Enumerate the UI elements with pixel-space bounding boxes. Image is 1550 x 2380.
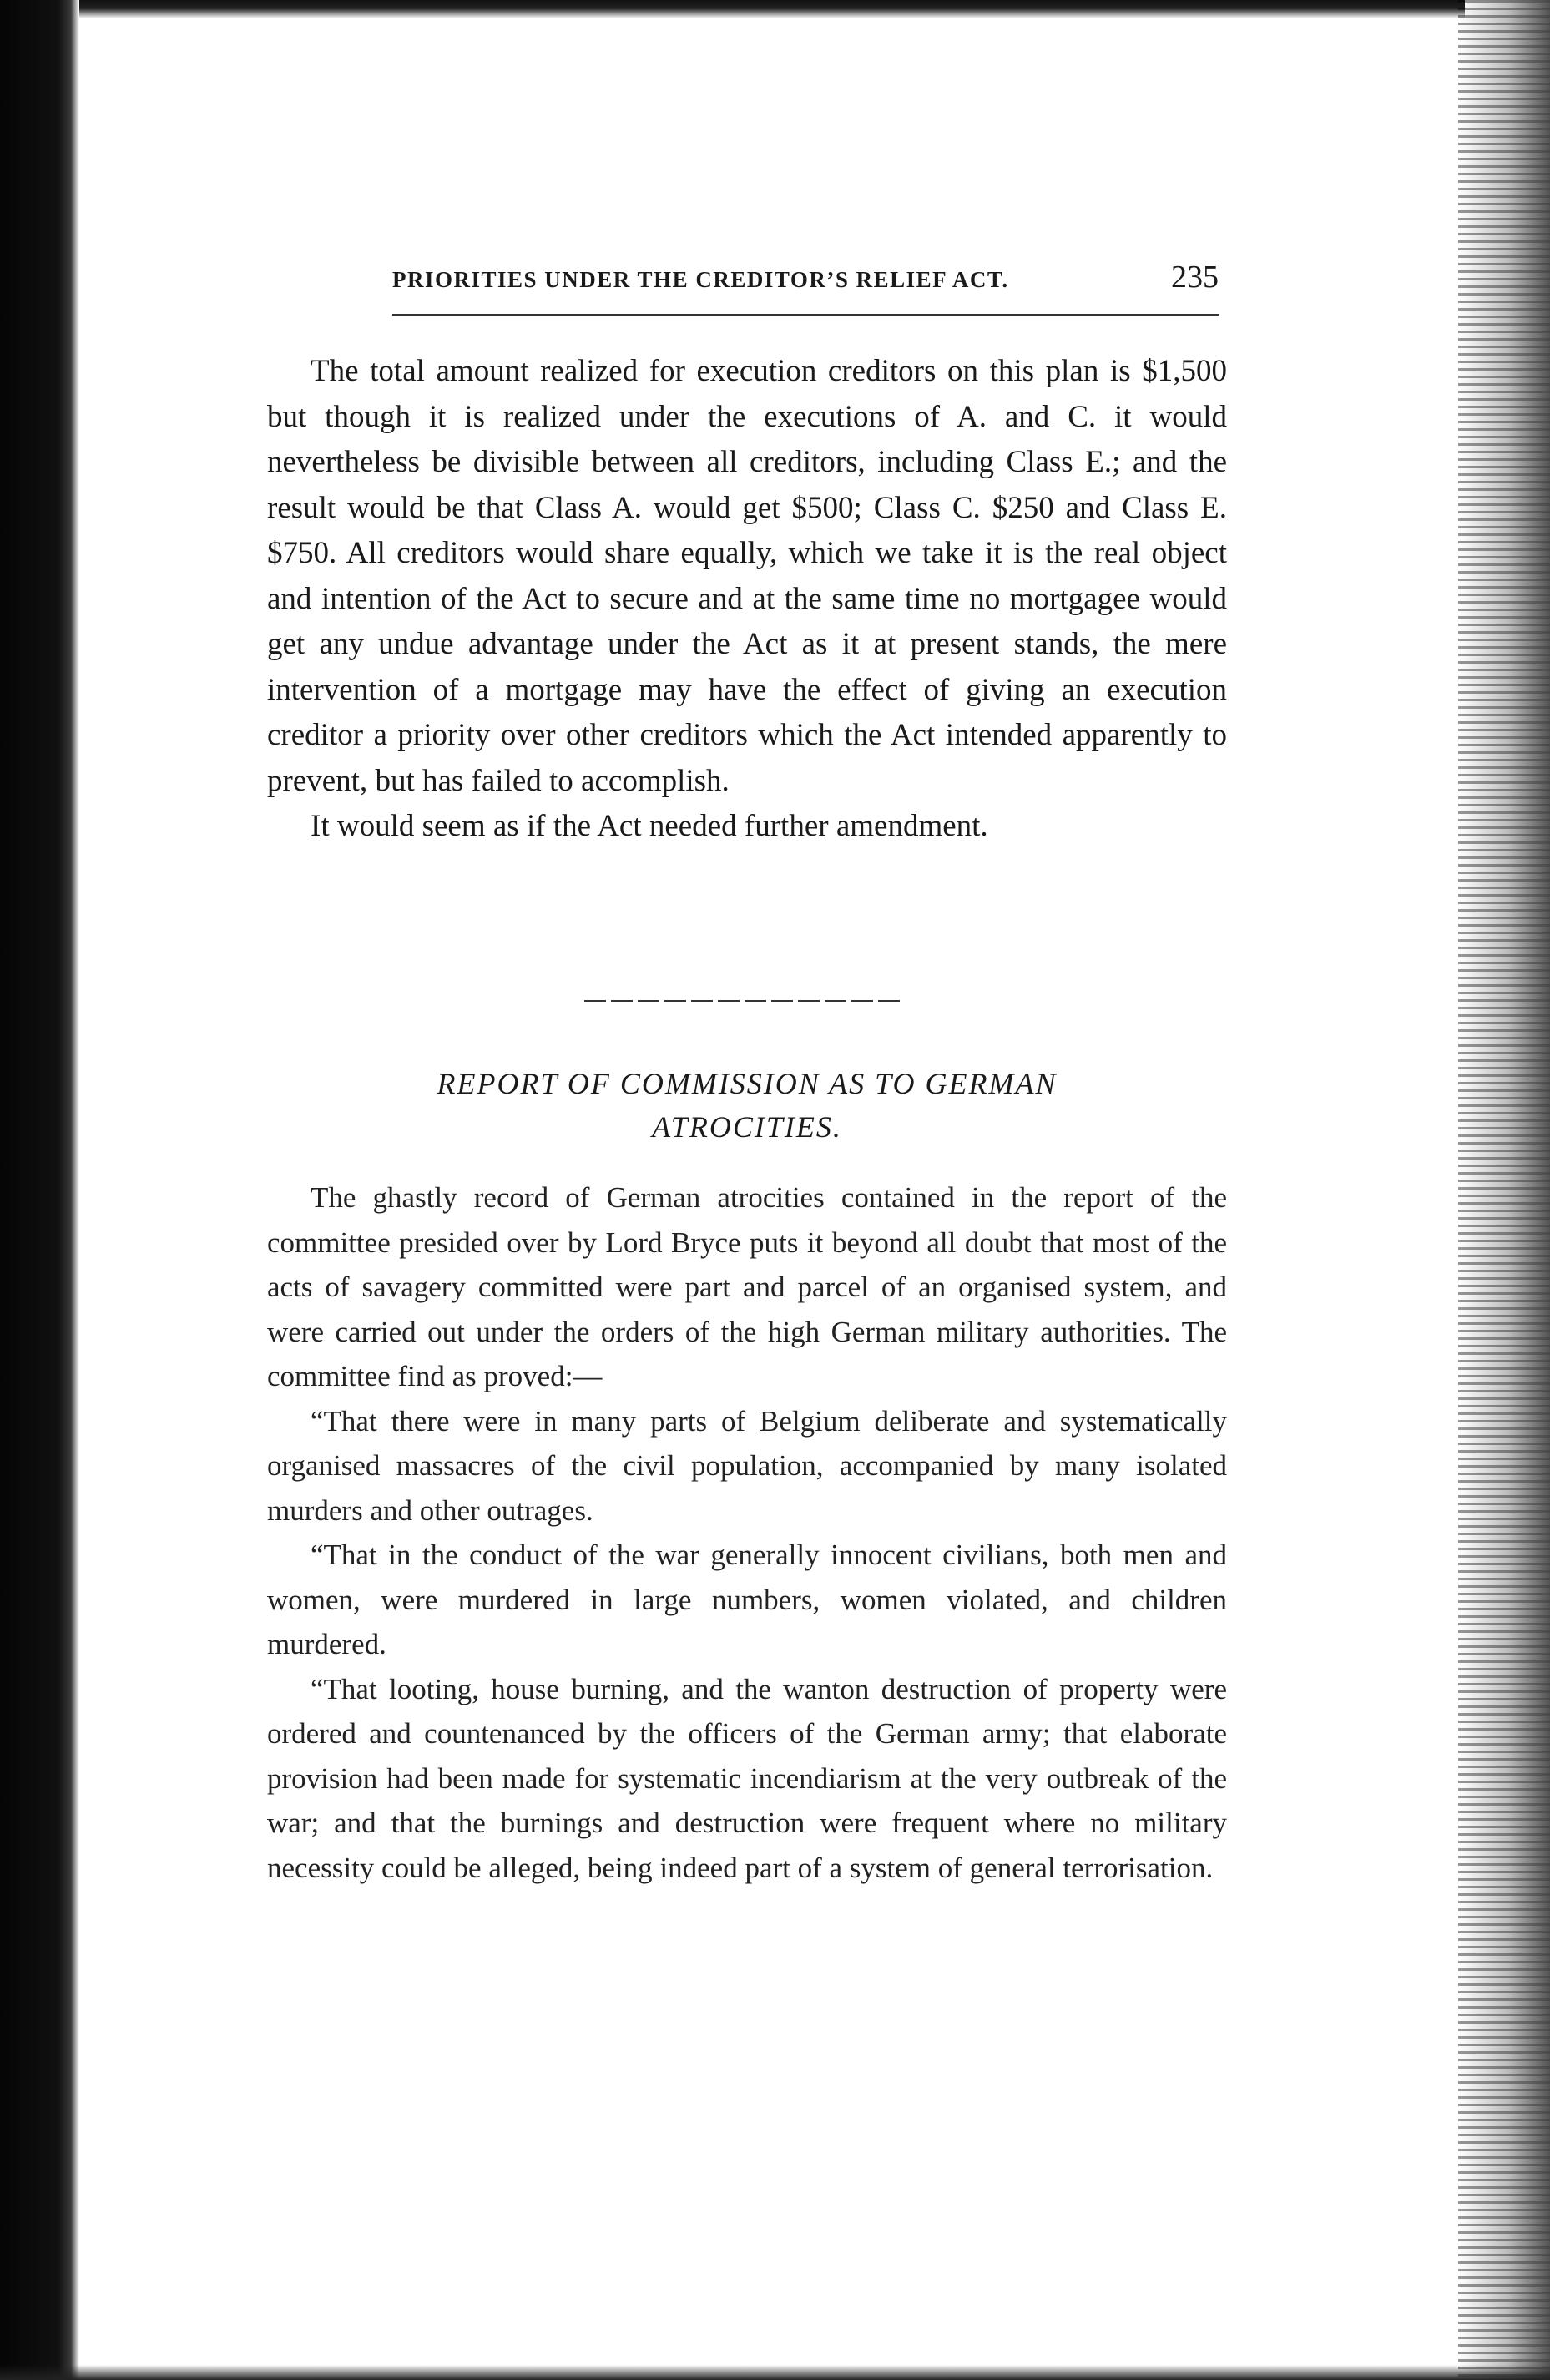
paragraph: The ghastly record of German atrocities contained in the report of the committee presided over by Lord Bryce puts it beyond all doubt that most of the acts of savagery committed were part and parcel of an organised system, and were carried out under the orders of the high German military authorities. The committee find as proved:— [267,1181,1227,1392]
quoted-finding: “That in the conduct of the war generally innocent civilians, both men and women, were murdered in large numbers, women violated, and children murdered. [267,1539,1227,1660]
page-number: 235 [1171,260,1219,295]
header-rule [392,314,1219,316]
running-header [392,259,1227,301]
paragraph: It would seem as if the Act needed further amendment. [311,809,988,843]
scan-bottom-edge [0,2365,1550,2380]
scan-right-edge [1458,0,1550,2380]
section-body [267,1175,1227,1890]
running-title: PRIORITIES UNDER THE CREDITOR’S RELIEF ACT. [392,267,1009,292]
quoted-finding: “That there were in many parts of Belgium deliberate and systematically organised massacres of the civil population, accompanied by many isolated murders and other outrages. [267,1404,1227,1527]
paragraph: The total amount realized for execution creditors on this plan is $1,500 but though it is realized under the executions of A. and C. it would nevertheless be divisible between all creditors, including Class E.; and the result would be that Class A. would get $500; Class C. $250 and Class E. $750. All creditors would share equally, which we take it is the real object and intention of the Act to secure and at the same time no mortgagee would get any undue advantage under the Act as it at present stands, the mere intervention of a mortgage may have the effect of giving an execution creditor a priority over other creditors which the Act intended apparently to prevent, but has failed to accomplish. [267,354,1227,798]
section-heading-line: REPORT OF COMMISSION AS TO GERMAN [437,1067,1058,1100]
section-heading [267,1062,1227,1149]
quoted-finding: “That looting, house burning, and the wanton destruction of property were ordered and countenanced by the officers of the German army; that elaborate provision had been made for systematic incendiarism at the very outbreak of the war; and that the burnings and destruction were frequent where no military necessity could be alleged, being indeed part of a system of general terrorisation. [267,1672,1227,1884]
section-heading-line: ATROCITIES. [652,1110,842,1144]
scan-top-edge [79,0,1465,18]
scan-left-edge [0,0,79,2380]
section-divider [584,1000,901,1002]
article-continuation [267,349,1227,850]
